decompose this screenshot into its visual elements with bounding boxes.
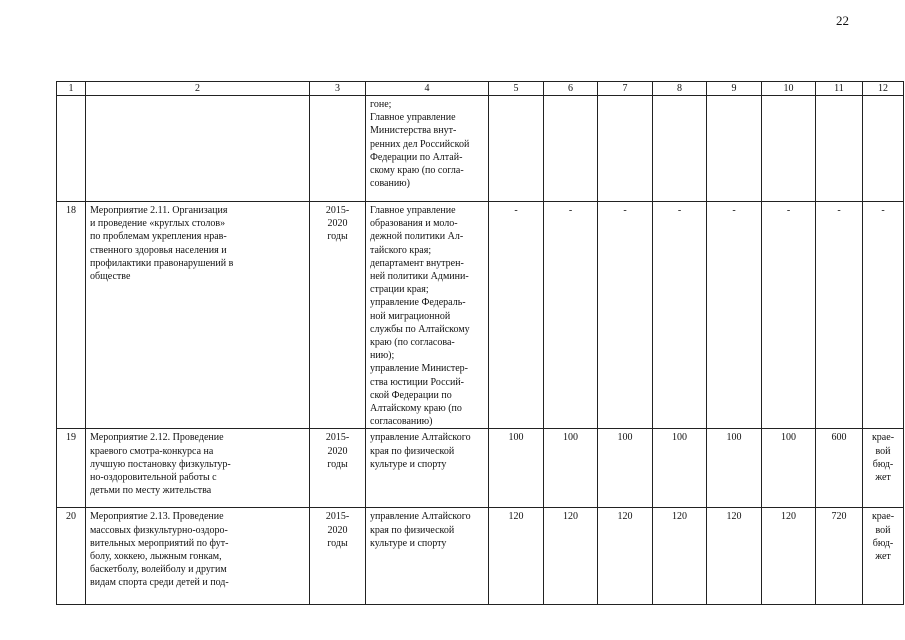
executor-cell [366,96,489,202]
column-number-header: 9 [707,82,762,96]
executor-line: страции края; [370,284,429,296]
value-cell: 100 [598,429,653,508]
row-number-cell: 20 [57,508,86,605]
executor-line: ренних дел Российской [370,138,470,150]
event-cell [86,96,310,202]
value-cell: 120 [489,508,544,605]
term-line: 2015- [325,432,350,444]
column-number-header-row [57,82,904,96]
source-line: бюд- [872,458,894,470]
executor-line: дежной политики Ал- [370,231,464,243]
event-line: болу, хоккею, лыжным гонкам, [90,551,222,563]
event-line: обществе [90,271,131,283]
executor-line: ской Федерации по [370,389,452,401]
term-cell [310,508,366,605]
source-line: крае- [871,511,895,523]
table-row [57,508,904,605]
event-cell [86,508,310,605]
value-cell: - [544,202,598,429]
executor-line: тайского края; [370,244,432,256]
row-number-cell: 19 [57,429,86,508]
source-cell [863,429,904,508]
page-number: 22 [836,13,849,28]
row-number-cell [57,96,86,202]
value-cell: 120 [707,508,762,605]
source-line: крае- [871,432,895,444]
executor-line: гоне; [370,99,392,110]
executor-line: Главное управление [370,112,456,124]
executor-line: управление Федераль- [370,297,466,309]
source-cell [863,202,904,429]
table-row [57,202,904,429]
event-line: детьми по месту жительства [90,485,212,497]
value-cell: 100 [489,429,544,508]
executor-line: ства юстиции Россий- [370,376,464,388]
value-cell [653,96,707,202]
executor-line: ней политики Админи- [370,271,469,283]
executor-line: сованию) [370,178,410,190]
term-line: 2020 [327,445,348,457]
executor-line: управление Алтайского [370,511,471,523]
source-line: жет [875,472,891,484]
column-number-header: 8 [653,82,707,96]
event-line: и проведение «круглых столов» [90,218,226,230]
table-row-continuation [57,96,904,202]
executor-line: Алтайскому краю (по [370,403,462,415]
source-line: бюд- [872,537,894,549]
value-cell: - [707,202,762,429]
value-cell: 120 [653,508,707,605]
executor-line: Министерства внут- [370,125,457,137]
value-cell: 600 [816,429,863,508]
event-line: видам спорта среди детей и под- [90,577,229,589]
column-number-header: 10 [762,82,816,96]
executor-line: образования и моло- [370,218,458,230]
value-cell: - [653,202,707,429]
column-number-header: 12 [863,82,904,96]
program-table [56,81,904,605]
event-line: ственного здоровья населения и [90,244,227,256]
executor-line: края по физической [370,445,455,457]
column-number-header: 7 [598,82,653,96]
executor-cell [366,508,489,605]
executor-line: краю (по согласова- [370,337,455,349]
column-number-header: 2 [86,82,310,96]
event-line: по проблемам укрепления нрав- [90,231,227,243]
event-line: Мероприятие 2.11. Организация [90,205,228,216]
term-cell [310,202,366,429]
term-cell [310,96,366,202]
term-line: годы [327,458,348,470]
source-line: вой [875,524,891,536]
executor-line: управление Алтайского [370,432,471,444]
value-cell: - [816,202,863,429]
executor-line: скому краю (по согла- [370,165,464,177]
term-line: 2015- [325,205,350,216]
value-cell [816,96,863,202]
source-line: - [881,205,885,216]
value-cell: 100 [762,429,816,508]
value-cell: - [762,202,816,429]
source-line: вой [875,445,891,457]
column-number-header: 4 [366,82,489,96]
event-line: но-оздоровительной работы с [90,472,217,484]
value-cell: 100 [653,429,707,508]
event-line: краевого смотра-конкурса на [90,445,214,457]
source-cell [863,96,904,202]
value-cell [489,96,544,202]
term-line: годы [327,231,348,243]
executor-line: края по физической [370,524,455,536]
table-row [57,429,904,508]
executor-line: культуре и спорту [370,537,447,549]
value-cell [544,96,598,202]
value-cell: 720 [816,508,863,605]
term-line: 2020 [327,218,348,230]
event-line: профилактики правонарушений в [90,257,234,269]
source-cell [863,508,904,605]
value-cell: 100 [544,429,598,508]
column-number-header: 1 [57,82,86,96]
value-cell: 120 [598,508,653,605]
source-line: жет [875,551,891,563]
term-line: 2015- [325,511,350,523]
executor-line: ной миграционной [370,310,451,322]
column-number-header: 3 [310,82,366,96]
term-line: 2020 [327,524,348,536]
event-line: Мероприятие 2.12. Проведение [90,432,224,444]
event-cell [86,429,310,508]
executor-line: департамент внутрен- [370,257,464,269]
event-line: массовых физкультурно-оздоро- [90,524,228,536]
value-cell: - [489,202,544,429]
value-cell [707,96,762,202]
event-line: Мероприятие 2.13. Проведение [90,511,224,523]
event-cell [86,202,310,429]
column-number-header: 5 [489,82,544,96]
executor-line: нию); [370,350,395,362]
value-cell [762,96,816,202]
executor-cell [366,429,489,508]
value-cell: - [598,202,653,429]
column-number-header: 11 [816,82,863,96]
event-line: вительных мероприятий по фут- [90,537,229,549]
event-line: баскетболу, волейболу и другим [90,564,227,576]
value-cell: 120 [762,508,816,605]
executor-line: согласованию) [370,416,433,428]
executor-line: управление Министер- [370,363,468,375]
row-number-cell: 18 [57,202,86,429]
executor-line: Федерации по Алтай- [370,151,463,163]
value-cell: 100 [707,429,762,508]
executor-line: службы по Алтайскому [370,323,470,335]
column-number-header: 6 [544,82,598,96]
executor-cell [366,202,489,429]
term-line: годы [327,537,348,549]
executor-line: Главное управление [370,205,456,216]
value-cell: 120 [544,508,598,605]
executor-line: культуре и спорту [370,458,447,470]
value-cell [598,96,653,202]
event-line: лучшую постановку физкультур- [90,458,231,470]
term-cell [310,429,366,508]
